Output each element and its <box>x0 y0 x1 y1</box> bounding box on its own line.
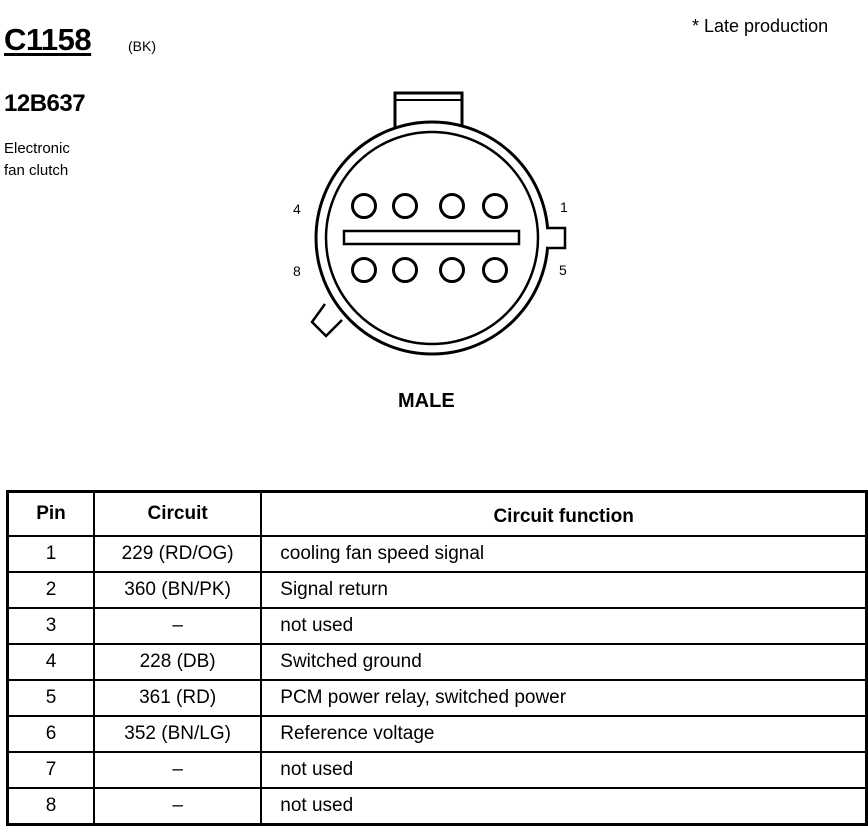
cell-function: cooling fan speed signal <box>261 536 866 572</box>
pin-7-socket <box>394 259 417 282</box>
pin-4-socket <box>353 195 376 218</box>
pin-label-8: 8 <box>293 263 301 279</box>
table-row <box>8 752 867 788</box>
cell-pin: 2 <box>8 572 94 608</box>
cell-circuit: – <box>94 788 261 825</box>
cell-pin: 5 <box>8 680 94 716</box>
cell-function: Reference voltage <box>261 716 866 752</box>
pin-label-1: 1 <box>560 199 568 215</box>
cell-pin: 4 <box>8 644 94 680</box>
table-header-row <box>8 492 867 537</box>
table-row <box>8 644 867 680</box>
cell-circuit: 360 (BN/PK) <box>94 572 261 608</box>
cell-function: Signal return <box>261 572 866 608</box>
pin-assignment-table <box>6 490 868 826</box>
cell-circuit: – <box>94 752 261 788</box>
late-production-note: * Late production <box>692 16 829 36</box>
cell-function: not used <box>261 752 866 788</box>
header-pin: Pin <box>8 492 94 537</box>
cell-circuit: 361 (RD) <box>94 680 261 716</box>
lower-left-key-tab <box>312 304 342 336</box>
description-line-1: Electronic <box>4 140 70 157</box>
header-circuit: Circuit <box>94 492 261 537</box>
table-row <box>8 608 867 644</box>
pin-5-socket <box>484 259 507 282</box>
cell-pin: 3 <box>8 608 94 644</box>
cell-circuit: 228 (DB) <box>94 644 261 680</box>
pin-6-socket <box>441 259 464 282</box>
table-row <box>8 680 867 716</box>
cell-circuit: 352 (BN/LG) <box>94 716 261 752</box>
table-row <box>8 788 867 825</box>
cell-circuit: – <box>94 608 261 644</box>
cell-pin: 6 <box>8 716 94 752</box>
cell-pin: 1 <box>8 536 94 572</box>
cell-function: PCM power relay, switched power <box>261 680 866 716</box>
table-row <box>8 572 867 608</box>
cell-pin: 7 <box>8 752 94 788</box>
cell-pin: 8 <box>8 788 94 825</box>
center-divider-bar <box>344 231 519 244</box>
part-number: 12B637 <box>4 90 86 117</box>
pin-8-socket <box>353 259 376 282</box>
table-row <box>8 536 867 572</box>
right-key-tab <box>546 228 565 248</box>
pin-2-socket <box>441 195 464 218</box>
cell-function: not used <box>261 788 866 825</box>
cell-function: not used <box>261 608 866 644</box>
pin-label-5: 5 <box>559 262 567 278</box>
color-code: (BK) <box>128 38 156 54</box>
header-circuit-function: Circuit function <box>261 492 866 537</box>
pin-3-socket <box>394 195 417 218</box>
cell-circuit: 229 (RD/OG) <box>94 536 261 572</box>
cell-function: Switched ground <box>261 644 866 680</box>
table-row <box>8 716 867 752</box>
pin-label-4: 4 <box>293 201 301 217</box>
connector-id: C1158 <box>4 22 92 57</box>
connector-gender-label: MALE <box>398 390 455 412</box>
pin-1-socket <box>484 195 507 218</box>
description-line-2: fan clutch <box>4 162 69 179</box>
